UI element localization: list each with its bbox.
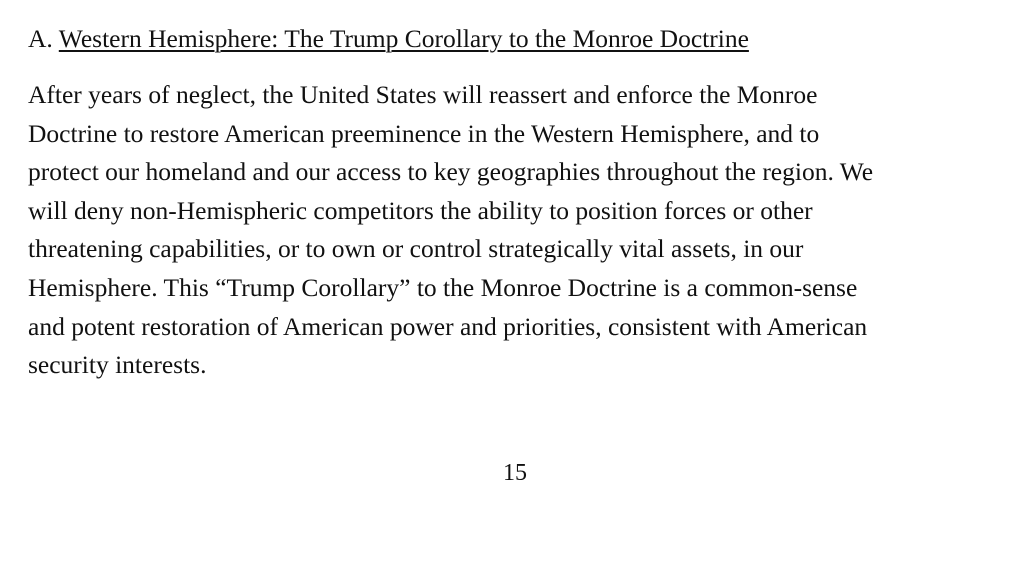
section-title: Western Hemisphere: The Trump Corollary to the Monroe Doctrine [58,24,749,53]
paragraph-line: protect our homeland and our access to key geographies throughout the region. We [28,157,874,187]
paragraph-line: Doctrine to restore American preeminence in the Western Hemisphere, and to [28,118,820,148]
paragraph-line: will deny non-Hemispheric competitors the ability to position forces or other [28,195,813,225]
paragraph-line: threatening capabilities, or to own or control strategically vital assets, in our [28,234,804,264]
paragraph-line: Hemisphere. This “Trump Corollary” to the Monroe Doctrine is a common-sense [28,272,858,302]
body-paragraph [28,76,1008,385]
section-heading [28,22,749,56]
paragraph-line: and potent restoration of American power and priorities, consistent with American [28,311,868,341]
paragraph-line: security interests. [28,350,207,380]
paragraph-line: After years of neglect, the United States will reassert and enforce the Monroe [28,80,818,109]
section-number: A. [28,24,53,53]
page-number: 15 [503,460,527,486]
